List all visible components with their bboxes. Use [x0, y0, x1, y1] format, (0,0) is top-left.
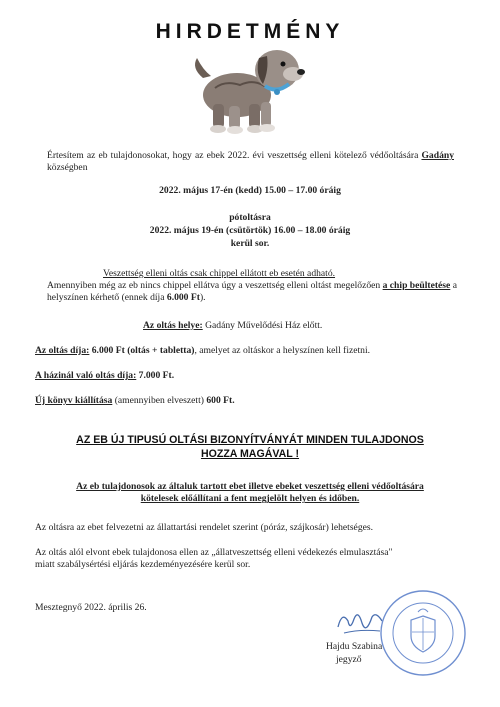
place-date: Mesztegnyő 2022. április 26.	[35, 602, 147, 613]
leash-note: Az oltásra az ebet felvezetni az állattartási rendelet szerint (póráz, szájkosár) lehetséges.	[35, 522, 374, 533]
chip-requirement: Veszettség elleni oltás csak chippel ellátott eb esetén adható.	[103, 268, 336, 279]
home-fee-line	[35, 370, 174, 382]
intro-paragraph	[47, 150, 454, 175]
book-price: 600 Ft.	[206, 395, 235, 406]
fee-line	[35, 345, 370, 357]
dog-icon	[195, 50, 305, 134]
obligation-line-2: kötelesek előállítani a fent megjelölt helyen és időben.	[140, 493, 360, 505]
location-label: Az oltás helye:	[143, 320, 203, 331]
obligation-notice	[0, 481, 500, 506]
village-name: Gadány	[421, 150, 454, 161]
held-text: kerül sor.	[230, 238, 270, 249]
chip-price: 6.000 Ft	[166, 292, 200, 304]
signer-title: jegyző	[336, 654, 362, 665]
penalty-note	[35, 547, 392, 572]
makeup-date: 2022. május 19-én (csütörtök) 16.00 – 18.00 óráig	[149, 225, 351, 236]
fee-amount: 6.000 Ft (oltás + tabletta)	[89, 345, 195, 356]
home-fee-amount: 7.000 Ft.	[136, 370, 175, 381]
book-line	[35, 395, 235, 407]
intro-text-end: községben	[47, 162, 88, 174]
intro-text: Értesítem az eb tulajdonosokat, hogy az ebek 2022. évi veszettség elleni kötelező védőoltására	[47, 150, 422, 161]
chip-emphasis: a chip beültetése	[382, 280, 451, 291]
document-title: HIRDETMÉNY	[155, 20, 345, 43]
official-stamp	[378, 588, 468, 678]
makeup-label: pótoltásra	[229, 212, 271, 223]
book-note: (amennyiben elveszett)	[112, 395, 207, 406]
location-value: Gadány Művelődési Ház előtt.	[202, 320, 323, 331]
penalty-line-1: Az oltás alól elvont ebek tulajdonosa ellen az „állatveszettség elleni védekezés elmulasztása"	[35, 547, 393, 558]
book-label: Új könyv kiállítása	[35, 395, 113, 406]
notice-line-2: HOZZA MAGÁVAL !	[200, 448, 300, 460]
fee-label: Az oltás díja:	[35, 345, 90, 356]
notice-line-1: AZ EB ÚJ TIPUSÚ OLTÁSI BIZONYÍTVÁNYÁT MINDEN TULAJDONOS	[76, 434, 424, 446]
chip-close: ).	[199, 292, 206, 304]
obligation-line-1: Az eb tulajdonosok az általuk tartott ebet illetve ebeket veszettség elleni védőoltására	[76, 481, 424, 492]
chip-text: Amennyiben még az eb nincs chippel ellátva úgy a veszettség elleni oltást megelőzően	[47, 280, 383, 291]
chip-text-after: a helyszínen kérhető (ennek díja	[47, 280, 457, 304]
location-line	[143, 320, 322, 332]
signer-name: Hajdu Szabina	[326, 641, 383, 652]
dog-illustration	[185, 40, 315, 138]
home-fee-label: A házinál való oltás díja:	[35, 370, 137, 381]
chip-paragraph	[47, 280, 457, 305]
certificate-notice	[25, 433, 475, 461]
penalty-line-2: miatt szabálysértési eljárás kezdeményezésére kerül sor.	[35, 559, 251, 571]
fee-rest: , amelyet az oltáskor a helyszínen kell fizetni.	[194, 345, 371, 356]
vaccination-date: 2022. május 17-én (kedd) 15.00 – 17.00 óráig	[159, 185, 341, 196]
